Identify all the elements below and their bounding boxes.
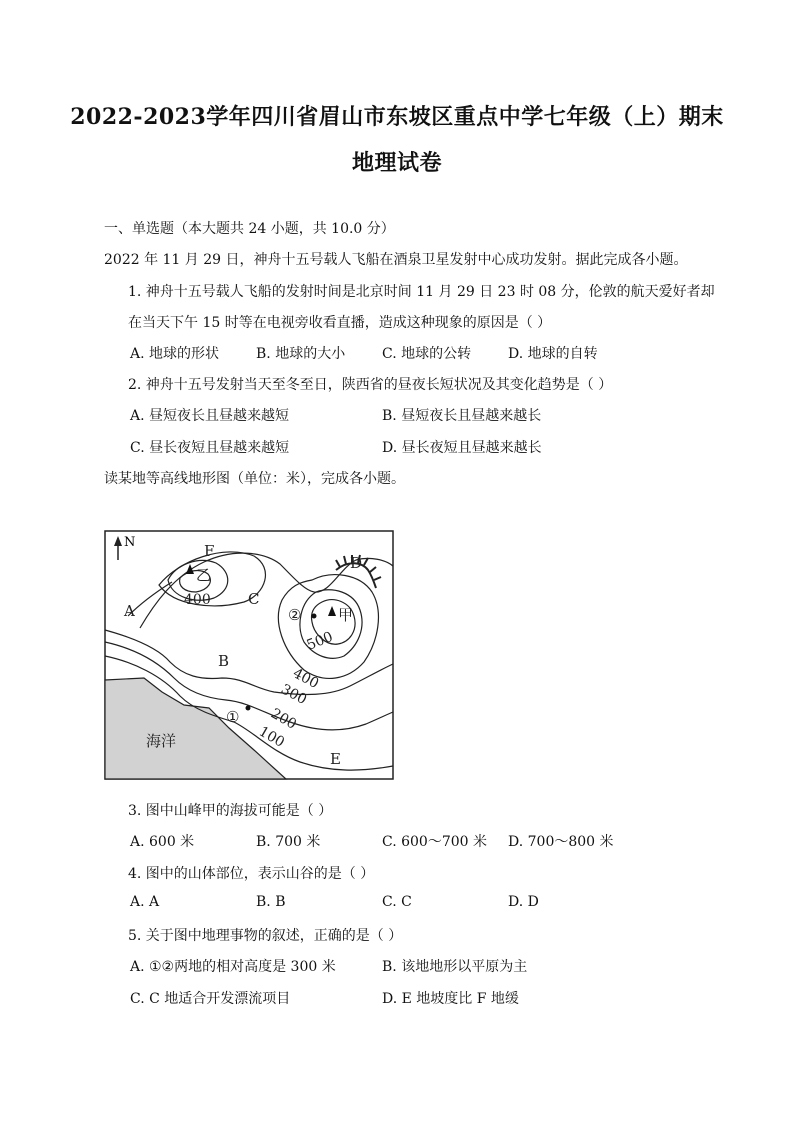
label-1: ①: [226, 708, 240, 726]
label-yi: 乙: [196, 566, 212, 584]
q2-option-d: D. 昼长夜短且昼越来越长: [382, 440, 542, 456]
label-D: D: [350, 554, 363, 572]
document-title-line1: 2022-2023学年四川省眉山市东坡区重点中学七年级（上）期末: [70, 104, 724, 130]
point-1-dot: [246, 706, 251, 711]
label-A: A: [124, 602, 135, 620]
q3-option-c: C. 600～700 米: [382, 834, 488, 850]
contour-label-400-yi: 400: [184, 592, 211, 608]
q1-option-b: B. 地球的大小: [256, 346, 346, 362]
q2-option-b: B. 昼短夜长且昼越来越长: [382, 408, 542, 424]
document-title-line2: 地理试卷: [351, 150, 442, 176]
contour-label-400: 400: [290, 665, 322, 693]
contour-label-100: 100: [256, 723, 288, 751]
point-2-dot: [312, 614, 317, 619]
north-label: N: [124, 535, 136, 550]
q4-option-c: C. C: [382, 894, 412, 910]
contour-label-300: 300: [278, 681, 310, 709]
q3-stem: 3. 图中山峰甲的海拔可能是（ ）: [128, 803, 333, 819]
q5-stem: 5. 关于图中地理事物的叙述，正确的是（ ）: [128, 928, 403, 944]
q2-option-a: A. 昼短夜长且昼越来越短: [130, 408, 290, 424]
label-jia: 甲: [338, 606, 354, 624]
intro-paragraph-1: 2022 年 11 月 29 日，神舟十五号载人飞船在酒泉卫星发射中心成功发射。据此完成各小题。: [104, 252, 688, 268]
q1-option-a: A. 地球的形状: [130, 346, 220, 362]
contour-map: [104, 530, 394, 780]
q3-option-b: B. 700 米: [256, 834, 321, 850]
q5-option-d: D. E 地坡度比 F 地缓: [382, 991, 519, 1007]
q1-option-d: D. 地球的自转: [508, 346, 598, 362]
q4-option-b: B. B: [256, 894, 286, 910]
contour-label-200: 200: [268, 705, 300, 733]
q2-option-c: C. 昼长夜短且昼越来越短: [130, 440, 290, 456]
q1-option-c: C. 地球的公转: [382, 346, 472, 362]
q5-option-b: B. 该地地形以平原为主: [382, 959, 528, 975]
q2-stem: 2. 神舟十五号发射当天至冬至日，陕西省的昼夜长短状况及其变化趋势是（ ）: [128, 377, 613, 393]
q1-stem-line2: 在当天下午 15 时等在电视旁收看直播，造成这种现象的原因是（ ）: [128, 315, 552, 331]
q1-stem-line1: 1. 神舟十五号载人飞船的发射时间是北京时间 11 月 29 日 23 时 08 分，伦敦的航天爱好者却: [128, 284, 715, 300]
label-F: F: [204, 542, 215, 560]
label-C: C: [248, 590, 260, 608]
q4-stem: 4. 图中的山体部位，表示山谷的是（ ）: [128, 866, 375, 882]
q3-option-d: D. 700～800 米: [508, 834, 614, 850]
q3-option-a: A. 600 米: [130, 834, 195, 850]
label-2: ②: [288, 606, 302, 624]
contour-label-500: 500: [304, 628, 336, 654]
label-sea: 海洋: [146, 732, 177, 750]
label-E: E: [330, 750, 341, 768]
intro-paragraph-2: 读某地等高线地形图（单位：米），完成各小题。: [104, 471, 405, 487]
q4-option-d: D. D: [508, 894, 539, 910]
q5-option-c: C. C 地适合开发漂流项目: [130, 991, 291, 1007]
q5-option-a: A. ①②两地的相对高度是 300 米: [130, 959, 336, 975]
section-heading: 一、单选题（本大题共 24 小题，共 10.0 分）: [104, 221, 395, 237]
label-B: B: [218, 652, 230, 670]
q4-option-a: A. A: [130, 894, 160, 910]
